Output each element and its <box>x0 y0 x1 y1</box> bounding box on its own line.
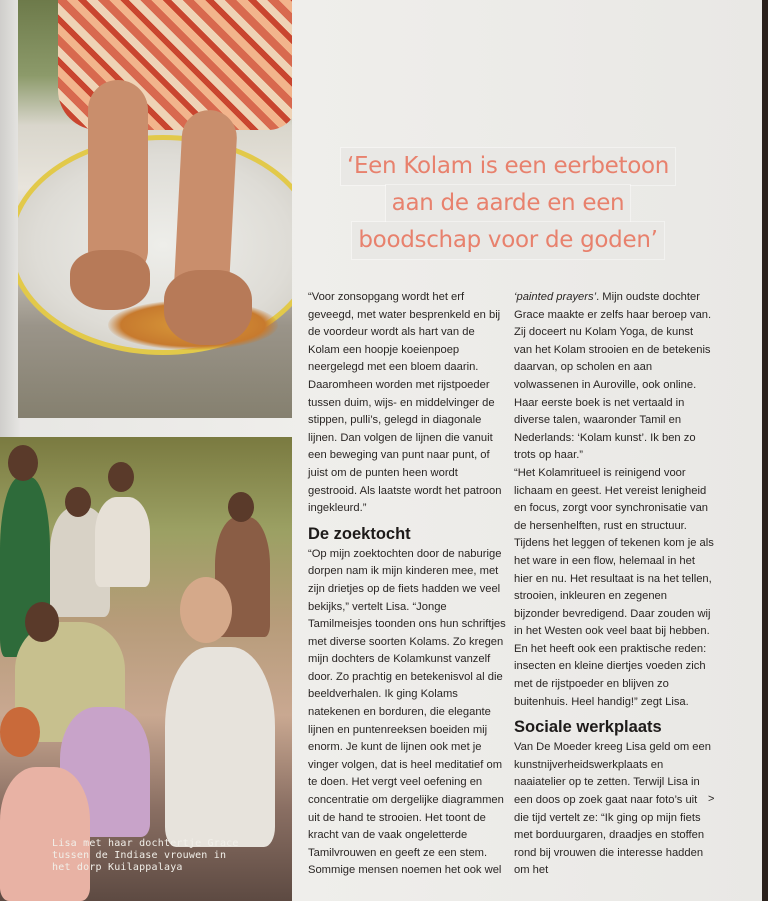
photo-foot-left <box>70 250 150 310</box>
photo-head <box>65 487 91 517</box>
text-column-right <box>514 289 714 880</box>
paragraph-painted-prayers-rest: . Mijn oudste dochter Grace maakte er zelfs haar beroep van. Zij doceert nu Kolam Yoga, de kunst van het Kolam strooien en de betekenis daarvan, op scholen en aan volwassenen in Auroville, ook online. Haar eerste boek is net vertaald in diverse talen, waaronder Tamil en Nederlands: ‘Kolam kunst’. Ik ben zo trots op haar.” <box>514 291 712 462</box>
photo-person-lisa <box>165 647 275 847</box>
photo-person <box>0 767 90 901</box>
pull-quote <box>318 148 698 259</box>
photo-head <box>228 492 254 522</box>
pull-quote-line-3: boodschap voor de goden’ <box>352 222 663 259</box>
paragraph-werkplaats: Van De Moeder kreeg Lisa geld om een kunstnijverheidswerkplaats en naaiatelier op te zetten. Terwijl Lisa in een doos op zoek gaat naar foto’s uit die tijd vertelt ze: “Ik ging op mijn fiets met borduurgaren, draadjes en stoffen rond bij vrouwen die interesse hadden om het <box>514 741 711 877</box>
photo-feet-on-kolam <box>18 0 292 418</box>
paragraph-zoektocht: “Op mijn zoektochten door de naburige dorpen nam ik mijn kinderen mee, met zijn drietjes op de fiets hadden we veel bekijks,” vertelt Lisa. “Jonge Tamilmeisjes toonden ons hun schriftjes met diverse soorten Kolams. Zo kregen mijn dochters de Kolamkunst vanzelf door. Zo prachtig en betekenisvol al die beeldverhalen. Ik ging Kolams natekenen en borduren, die elegante lijnen en puntenreeksen boeiden mij enorm. Je kunt de lijnen ook met je vinger volgen, dat is heel meditatief om te doen. Het vergt veel oefening en concentratie om dergelijke diagrammen uit de hand te strooien. Het toont de kracht van de vaak ongeletterde Tamilvrouwen en geeft ze een stem. Sommige mensen noemen het ook wel <box>308 547 506 877</box>
photo-head-lisa <box>180 577 232 643</box>
book-spine-edge <box>762 0 768 901</box>
photo-head <box>0 707 40 757</box>
photo-caption: Lisa met haar dochtertje Grace tussen de Indiase vrouwen in het dorp Kuilappalaya <box>52 838 239 873</box>
photo-person <box>95 497 150 587</box>
photo-women-group <box>0 437 292 901</box>
section-heading-werkplaats: Sociale werkplaats <box>514 718 662 737</box>
photo-head <box>25 602 59 642</box>
photo-head <box>8 445 38 481</box>
paragraph-painted-prayers <box>514 289 714 465</box>
photo-foot-right <box>164 270 252 345</box>
italic-painted-prayers: ‘painted prayers’ <box>514 291 597 303</box>
paragraph-intro: “Voor zonsopgang wordt het erf geveegd, met water besprenkeld en bij de voordeur wordt als hart van de Kolam een hoopje koeienpoep neergelegd met een bloem daarin. Daaromheen worden met rijstpoeder tussen duim, wijs- en middelvinger de stippen, pulli’s, gelegd in diagonale lijnen. Dan volgen de lijnen die vanuit een beweging van punt naar punt, of juist om de punten heen wordt gestrooid. Als laatste wordt het patroon ingekleurd.” <box>308 291 502 515</box>
text-column-left <box>308 289 508 880</box>
pull-quote-line-2: aan de aarde en een <box>386 185 631 222</box>
section-heading-zoektocht: De zoektocht <box>308 524 411 543</box>
continue-arrow-icon: > <box>708 793 715 805</box>
paragraph-ritueel: “Het Kolamritueel is reinigend voor lichaam en geest. Het vereist lenigheid en focus, zorgt voor synchronisatie van de hersenhelften, rust en structuur. Tijdens het leggen of tekenen kom je als het ware in een flow, helemaal in het hier en nu. Het resultaat is na het tellen, strooien, inkleuren en zegenen bijzonder bevredigend. Daar zouden wij in het Westen ook veel baat bij hebben. En het heeft ook een praktische reden: insecten en kleine diertjes voeden zich met de rijstpoeder en blijven zo buitenhuis. Heel handig!” zegt Lisa. <box>514 466 714 708</box>
pull-quote-line-1: ‘Een Kolam is een eerbetoon <box>341 148 675 185</box>
photo-head <box>108 462 134 492</box>
